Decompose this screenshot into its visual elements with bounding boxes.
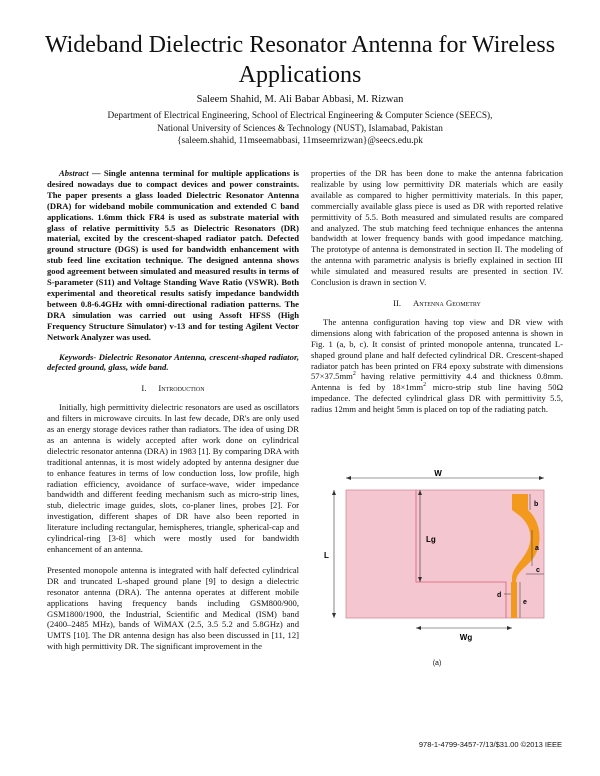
antenna-figure [316,470,558,660]
intro-paragraph: Initially, high permittivity dielectric resonators are used as oscillators and filters in microwave circuits. In last few decade, DR's are only used as an energy storage devices rather than radiators. The idea of using DR as an antenna is widely accepted after work done on cylindrical dielectric resonator antenna (DRA) in 1983 [1]. By comparing DRA with traditional antennas, it is most widely adopted by antenna designer due to enhance features in terms of low conduction loss, low profile, high radiation efficiency, avoidance of surface-wave, wider impedance bandwidth and different feeding mechanism such as micro-strip lines, stub, dielectric image guides, slots, co-planer lines, probes [2]. For investigation, different shapes of DR have also been reported in literature including rectangular, hemispheres, triangle, spherical-cap and cylindrical-ring [3-8] which were mostly used for bandwidth enhancement of an antenna. [47,402,299,554]
abstract-text: — Single antenna terminal for multiple applications is desired nowadays due to compact devices and power constraints. The paper presents a glass loaded Dielectric Resonator Antenna (DRA) for wideband mobile communication and extended C band applications. 1.6mm thick FR4 is used as substrate material with glass of relative permittivity 5.5 as Dielectric Resonators (DR) material, excited by the crescent-shaped radiator patch. Defected ground structure (DGS) is used for bandwidth enhancement with stub feed line excitation technique. The designed antenna shows good agreement between simulated and measured results in terms of S-parameter (S11) and Voltage Standing Wave Ratio (VSWR). Both experimental and theoretical results satisfy impedance bandwidth between 0.8-6.4GHz with omni-directional radiation patterns. The DRA simulation was carried out using Assoft HFSS (High Frequency Structure Simulator) v-13 and for testing Agilent Vector Network Analyzer was used. [47,168,299,342]
label-L: L [324,551,329,560]
arrow-head [346,476,351,480]
label-d: d [497,592,502,599]
label-b: b [534,501,539,508]
section-number: II. [393,297,401,308]
section-heading [47,383,299,394]
keywords: Keywords- Dielectric Resonator Antenna, crescent-shaped radiator, defected ground, glass, wide band. [47,351,299,373]
copyright-footer: 978-1-4799-3457-7/13/$31.00 ©2013 IEEE [418,740,562,749]
section-title: Introduction [158,383,205,394]
superscript: 2 [352,371,356,378]
left-column [47,168,299,652]
paper-title: Wideband Dielectric Resonator Antenna for Wireless Applications [44,32,556,88]
section-title: Antenna Geometry [412,297,481,308]
arrow-head [507,626,512,630]
label-e: e [523,599,527,606]
arrow-head [332,490,336,495]
label-a: a [535,545,539,552]
section-heading [311,298,563,309]
text-run: The antenna configuration having top view and DR view with dimensions along with fabrication of the proposed antenna is shown in Fig. 1 (a, b, c). It consist of printed monopole antenna, truncated L-shaped ground plane and half defected cylindrical DR. Crescent-shaped radiator patch has been printed on FR4 epoxy substrate with dimensions 57×37.5mm [311,316,563,382]
geometry-paragraph [311,317,563,415]
abstract [47,168,299,343]
text-run: having relative permittivity 4.4 and thickness 0.8mm. Antenna is fed by 18×1mm [311,371,563,393]
label-Wg: Wg [459,633,473,642]
arrow-head [416,626,421,630]
superscript: 2 [423,382,427,389]
affiliation-line: National University of Sciences & Technology (NUST), Islamabad, Pakistan [157,123,443,134]
figure-caption: (a) [432,660,442,667]
abstract-lead: Abstract [59,168,89,178]
section-number: I. [141,383,147,394]
feed-stub [511,582,517,618]
right-column [311,168,563,415]
text-run: micro-strip stub line having 50Ω impedance. The defected cylindrical glass DR with permittivity 5.5, radius 12mm and height 5mm is placed on top of the radiating patch. [311,382,563,415]
label-Lg: Lg [426,535,436,544]
label-W: W [434,470,442,478]
intro-paragraph: Presented monopole antenna is integrated with half defected cylindrical DR and truncated L-shaped ground plane [9] to design a dielectric resonator antenna (DRA). The antenna operates at different mobile applications having frequency bands including GSM800/900, GSM1800/1900, the Industrial, Scientific and Medical (ISM) band (2400–2485 MHz), bands of WiMAX (2.5, 3.5 5.2 and 5.8GHz) and UMTS [10]. The DR antenna design has also been discussed in [11, 12] with high permittivity DR. The significant improvement in the [47,564,299,652]
label-c: c [536,567,540,574]
paragraph: properties of the DR has been done to make the antenna fabrication realizable by using low permittivity DR materials which are easily available as compared to higher permittivity materials. In this paper, commercially available glass piece is used as DR with reported relative permittivity of 5.5. Both measured and simulated results are compared and analyzed. The stub matching feed technique enhances the antenna bandwidth at lower frequency bands with good impedance matching. The prototype of antenna is demonstrated in section II. The modeling of the antenna with parametric analysis is briefly explained in section III while simulated and measured results are presented in section IV. Conclusion is drawn in section V. [311,168,563,288]
arrow-head [332,613,336,618]
authors: Saleem Shahid, M. Ali Babar Abbasi, M. Rizwan [196,94,404,105]
arrow-head [539,476,544,480]
affiliation-line: Department of Electrical Engineering, School of Electrical Engineering & Computer Science (SEECS), [107,111,493,121]
email-line: {saleem.shahid, 11mseemabbasi, 11mseemrizwan}@seecs.edu.pk [177,136,423,146]
affiliation [40,110,560,148]
